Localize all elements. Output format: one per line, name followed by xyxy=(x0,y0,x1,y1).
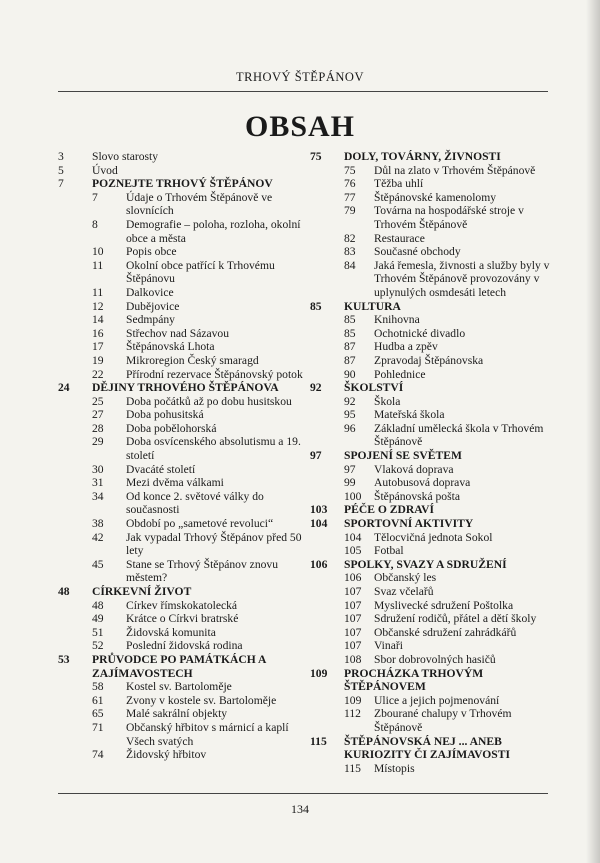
toc-entry-title: Sbor dobrovolných hasičů xyxy=(374,652,496,666)
toc-page-number: 24 xyxy=(58,381,70,395)
toc-entry xyxy=(310,422,555,449)
toc-page-number: 95 xyxy=(344,408,356,422)
toc-page-number: 105 xyxy=(344,544,362,558)
toc-entry-title: Štěpánovská Lhota xyxy=(126,340,215,354)
toc-entry-title: Škola xyxy=(374,394,401,408)
toc-entry xyxy=(310,340,555,354)
toc-page-number: 85 xyxy=(344,313,356,327)
toc-page-number: 107 xyxy=(344,625,362,639)
toc-entry-title: Továrna na hospodářské stroje v Trhovém Štěpánově xyxy=(374,204,524,231)
toc-entry-title: Židovský hřbitov xyxy=(126,748,207,762)
toc-entry-title: Slovo starosty xyxy=(92,150,159,163)
toc-entry xyxy=(58,354,303,368)
toc-entry xyxy=(58,612,303,626)
toc-entry xyxy=(58,286,303,300)
toc-page-number: 106 xyxy=(344,571,362,585)
toc-page-number: 34 xyxy=(92,489,104,503)
toc-entry xyxy=(310,626,555,640)
toc-entry xyxy=(58,259,303,286)
toc-entry xyxy=(58,748,303,762)
toc-page-number: 27 xyxy=(92,408,104,422)
toc-entry xyxy=(310,558,555,572)
toc-entry-title: Jak vypadal Trhový Štěpánov před 50 lety xyxy=(126,530,302,558)
toc-entry-title: DOLY, TOVÁRNY, ŽIVNOSTI xyxy=(344,150,501,163)
toc-entry-title: Od konce 2. světové války do současnosti xyxy=(126,489,264,517)
toc-page-number: 48 xyxy=(92,598,104,612)
toc-entry xyxy=(310,517,555,531)
toc-entry xyxy=(310,191,555,205)
toc-entry xyxy=(58,218,303,245)
toc-entry xyxy=(58,694,303,708)
toc-left-column xyxy=(58,150,303,762)
toc-page-number: 10 xyxy=(92,245,104,259)
toc-entry-title: Autobusová doprava xyxy=(374,476,471,490)
toc-entry xyxy=(58,707,303,721)
toc-entry xyxy=(310,639,555,653)
toc-page-number: 99 xyxy=(344,476,356,490)
toc-entry xyxy=(58,680,303,694)
toc-entry-title: KULTURA xyxy=(344,299,401,313)
toc-page-number: 87 xyxy=(344,340,356,354)
toc-page-number: 115 xyxy=(310,734,327,748)
toc-page-number: 100 xyxy=(344,489,362,503)
toc-page-number: 107 xyxy=(344,598,362,612)
toc-entry-title: Střechov nad Sázavou xyxy=(126,326,230,340)
toc-page-number: 65 xyxy=(92,707,104,721)
toc-entry xyxy=(58,368,303,382)
toc-entry xyxy=(310,694,555,708)
toc-entry xyxy=(58,177,303,191)
toc-entry xyxy=(58,531,303,558)
toc-entry-title: Kostel sv. Bartoloměje xyxy=(126,680,232,694)
toc-entry xyxy=(310,395,555,409)
toc-entry xyxy=(310,313,555,327)
toc-page-number: 79 xyxy=(344,204,356,218)
toc-entry xyxy=(310,164,555,178)
toc-entry-title: Občanský les xyxy=(374,571,437,585)
toc-entry xyxy=(310,177,555,191)
toc-page-number: 74 xyxy=(92,748,104,762)
toc-page-number: 71 xyxy=(92,720,104,734)
toc-entry-title: Okolní obce patřící k Trhovému Štěpánovu xyxy=(126,258,275,286)
toc-entry-title: Restaurace xyxy=(374,231,425,245)
toc-entry xyxy=(310,653,555,667)
toc-entry xyxy=(310,585,555,599)
page-number: 134 xyxy=(291,802,309,816)
toc-page-number: 90 xyxy=(344,367,356,381)
toc-page-number: 31 xyxy=(92,476,104,490)
toc-page-number: 104 xyxy=(310,517,328,531)
toc-entry xyxy=(310,245,555,259)
toc-entry xyxy=(58,300,303,314)
toc-entry-title: Vinaři xyxy=(374,639,403,653)
toc-entry-title: Občanský hřbitov s márnicí a kaplí Všech svatých xyxy=(126,720,289,748)
toc-page-number: 87 xyxy=(344,353,356,367)
toc-entry xyxy=(58,463,303,477)
toc-page-number: 16 xyxy=(92,326,104,340)
toc-entry xyxy=(58,558,303,585)
toc-page-number: 58 xyxy=(92,680,104,694)
toc-entry xyxy=(310,503,555,517)
toc-page-number: 51 xyxy=(92,625,104,639)
toc-entry-title: Vlaková doprava xyxy=(374,462,454,476)
toc-page-number: 48 xyxy=(58,585,70,598)
toc-entry-title: Zbourané chalupy v Trhovém Štěpánově xyxy=(374,707,512,734)
toc-entry-title: Demografie – poloha, rozloha, okolní obce a města xyxy=(126,217,301,245)
toc-entry-title: PÉČE O ZDRAVÍ xyxy=(344,503,434,517)
toc-entry xyxy=(58,245,303,259)
toc-entry xyxy=(58,164,303,178)
toc-right-column xyxy=(310,150,555,775)
toc-entry xyxy=(58,721,303,748)
toc-entry-title: Mikroregion Český smaragd xyxy=(126,353,259,367)
toc-entry xyxy=(310,204,555,231)
toc-entry xyxy=(310,232,555,246)
toc-entry-title: Přírodní rezervace Štěpánovský potok xyxy=(126,367,303,381)
toc-page-number: 104 xyxy=(344,530,362,544)
toc-entry xyxy=(58,340,303,354)
toc-entry-title: Zvony v kostele sv. Bartoloměje xyxy=(126,693,277,707)
toc-entry-title: Mezi dvěma válkami xyxy=(126,476,224,490)
toc-page-number: 8 xyxy=(92,217,98,231)
toc-entry-title: Základní umělecká škola v Trhovém Štěpánově xyxy=(374,421,544,449)
toc-entry-title: Krátce o Církvi bratrské xyxy=(126,612,239,626)
toc-entry-title: Doba počátků až po dobu husitskou xyxy=(126,394,292,408)
toc-page-number: 96 xyxy=(344,421,356,435)
toc-page-number: 30 xyxy=(92,462,104,476)
toc-page-number: 77 xyxy=(344,190,356,204)
toc-page-number: 85 xyxy=(310,299,322,313)
toc-page-number: 109 xyxy=(344,693,362,707)
toc-entry-title: SPOLKY, SVAZY A SDRUŽENÍ xyxy=(344,557,507,571)
toc-page-number: 107 xyxy=(344,639,362,653)
toc-entry xyxy=(310,381,555,395)
toc-page-number: 92 xyxy=(344,394,356,408)
toc-entry-title: Fotbal xyxy=(374,544,404,558)
toc-page-number: 53 xyxy=(58,652,70,666)
toc-entry xyxy=(58,191,303,218)
toc-entry-title: Současné obchody xyxy=(374,245,461,259)
toc-entry xyxy=(310,300,555,314)
toc-page-number: 103 xyxy=(310,503,328,517)
footer-rule xyxy=(58,793,548,794)
toc-entry-title: Jaká řemesla, živnosti a služby byly v Trhovém Štěpánově provozovány v uplynulých osmdesáti letech xyxy=(374,258,550,299)
toc-page-number: 22 xyxy=(92,367,104,381)
page-title: OBSAH xyxy=(244,110,356,143)
toc-entry-title: Hudba a zpěv xyxy=(374,340,438,354)
toc-entry-title: Důl na zlato v Trhovém Štěpánově xyxy=(374,163,536,177)
toc-entry-title: Popis obce xyxy=(126,245,177,259)
toc-page-number: 106 xyxy=(310,557,328,571)
toc-entry-title: SPORTOVNÍ AKTIVITY xyxy=(344,517,474,531)
toc-entry xyxy=(58,653,303,680)
toc-entry xyxy=(310,735,555,762)
toc-page-number: 49 xyxy=(92,612,104,626)
toc-entry-title: Stane se Trhový Štěpánov znovu městem? xyxy=(126,557,279,585)
toc-entry xyxy=(58,476,303,490)
toc-entry-title: Malé sakrální objekty xyxy=(126,707,228,721)
toc-page-number: 115 xyxy=(344,761,361,775)
toc-entry xyxy=(310,531,555,545)
toc-entry xyxy=(310,612,555,626)
toc-page-number: 107 xyxy=(344,612,362,626)
toc-entry-title: Mateřská škola xyxy=(374,408,445,422)
toc-page-number: 17 xyxy=(92,340,104,354)
toc-entry-title: PRŮVODCE PO PAMÁTKÁCH A ZAJÍMAVOSTECH xyxy=(92,652,266,680)
toc-entry xyxy=(310,544,555,558)
toc-page-number: 109 xyxy=(310,666,328,680)
toc-entry xyxy=(58,599,303,613)
toc-entry xyxy=(58,435,303,462)
toc-page-number: 84 xyxy=(344,258,356,272)
toc-entry xyxy=(58,517,303,531)
toc-page-number: 92 xyxy=(310,381,322,395)
toc-entry xyxy=(58,639,303,653)
toc-entry xyxy=(58,422,303,436)
toc-entry xyxy=(58,381,303,395)
toc-entry xyxy=(310,599,555,613)
toc-entry-title: Pohlednice xyxy=(374,367,426,381)
toc-page-number: 108 xyxy=(344,652,362,666)
toc-entry-title: Občanské sdružení zahrádkářů xyxy=(374,625,517,639)
toc-entry-title: Místopis xyxy=(374,761,415,775)
toc-entry-title: Štěpánovská pošta xyxy=(374,489,460,503)
toc-entry-title: Ulice a jejich pojmenování xyxy=(374,693,500,707)
toc-entry-title: Dubějovice xyxy=(126,299,180,313)
toc-page-number: 85 xyxy=(344,326,356,340)
toc-page-number: 25 xyxy=(92,394,104,408)
toc-entry xyxy=(310,463,555,477)
toc-page-number: 61 xyxy=(92,693,104,707)
toc-entry xyxy=(310,571,555,585)
toc-page-number: 7 xyxy=(92,190,98,204)
toc-page-number: 76 xyxy=(344,177,356,191)
toc-entry-title: PROCHÁZKA TRHOVÝM ŠTĚPÁNOVEM xyxy=(344,666,484,694)
toc-entry-title: Štěpánovské kamenolomy xyxy=(374,190,497,204)
toc-entry xyxy=(310,354,555,368)
toc-page-number: 52 xyxy=(92,639,104,653)
toc-entry xyxy=(58,150,303,164)
toc-entry-title: Údaje o Trhovém Štěpánově ve slovnících xyxy=(126,190,273,218)
toc-entry-title: Ochotnické divadlo xyxy=(374,326,466,340)
toc-entry xyxy=(310,667,555,694)
toc-page-number: 75 xyxy=(344,163,356,177)
toc-entry xyxy=(310,490,555,504)
toc-entry-title: Knihovna xyxy=(374,313,420,327)
toc-page-number: 12 xyxy=(92,299,104,313)
toc-entry-title: Doba pohusitská xyxy=(126,408,204,422)
toc-page-number: 5 xyxy=(58,163,64,177)
toc-entry-title: SPOJENÍ SE SVĚTEM xyxy=(344,449,462,463)
toc-entry-title: Období po „sametové revoluci“ xyxy=(126,517,274,531)
toc-entry-title: DĚJINY TRHOVÉHO ŠTĚPÁNOVA xyxy=(92,381,279,395)
toc-entry-title: Myslivecké sdružení Poštolka xyxy=(374,598,514,612)
toc-entry xyxy=(310,327,555,341)
toc-entry xyxy=(58,313,303,327)
toc-page-number: 97 xyxy=(344,462,356,476)
toc-entry-title: Židovská komunita xyxy=(126,625,216,639)
toc-page-number: 82 xyxy=(344,231,356,245)
toc-entry-title: Svaz včelařů xyxy=(374,585,434,598)
toc-page-number: 97 xyxy=(310,449,322,463)
toc-entry-title: POZNEJTE TRHOVÝ ŠTĚPÁNOV xyxy=(92,177,273,191)
toc-entry-title: CÍRKEVNÍ ŽIVOT xyxy=(92,585,192,598)
toc-page-number: 19 xyxy=(92,353,104,367)
toc-page-number: 45 xyxy=(92,557,104,571)
toc-entry xyxy=(310,150,555,164)
toc-page-number: 75 xyxy=(310,150,322,163)
toc-page-number: 14 xyxy=(92,313,104,327)
toc-entry xyxy=(58,585,303,599)
toc-page-number: 38 xyxy=(92,517,104,531)
toc-entry-title: Doba osvícenského absolutismu a 19. století xyxy=(126,435,301,463)
toc-entry-title: Dalkovice xyxy=(126,285,174,299)
toc-entry xyxy=(310,476,555,490)
toc-entry-title: Sedmpány xyxy=(126,313,175,327)
toc-entry-title: Tělocvičná jednota Sokol xyxy=(374,530,493,544)
toc-page-number: 112 xyxy=(344,707,361,721)
toc-page-number: 11 xyxy=(92,258,104,272)
toc-entry-title: Poslední židovská rodina xyxy=(126,639,243,653)
toc-entry-title: Sdružení rodičů, přátel a dětí školy xyxy=(374,612,537,626)
toc-entry xyxy=(58,327,303,341)
toc-entry xyxy=(310,762,555,776)
toc-page-number: 7 xyxy=(58,177,64,191)
toc-entry-title: Zpravodaj Štěpánovska xyxy=(374,353,484,367)
toc-page-number: 83 xyxy=(344,245,356,259)
toc-entry xyxy=(310,449,555,463)
toc-entry-title: Dvacáté století xyxy=(126,462,196,476)
toc-page-number: 42 xyxy=(92,530,104,544)
toc-entry xyxy=(310,408,555,422)
toc-entry-title: Církev římskokatolecká xyxy=(126,598,238,612)
toc-entry xyxy=(58,408,303,422)
toc-entry-title: Úvod xyxy=(92,163,118,177)
toc-entry xyxy=(58,395,303,409)
toc-entry-title: Doba pobělohorská xyxy=(126,421,217,435)
toc-entry-title: Těžba uhlí xyxy=(374,177,424,191)
toc-entry-title: ŠTĚPÁNOVSKÁ NEJ ... ANEB KURIOZITY ČI ZAJÍMAVOSTI xyxy=(344,734,510,762)
toc-page-number: 11 xyxy=(92,285,104,299)
toc-entry-title: ŠKOLSTVÍ xyxy=(344,381,404,395)
toc-page-number: 107 xyxy=(344,585,362,598)
toc-entry xyxy=(310,368,555,382)
toc-entry xyxy=(58,490,303,517)
toc-page-number: 28 xyxy=(92,421,104,435)
toc-page-number: 3 xyxy=(58,150,64,163)
header-rule xyxy=(58,91,548,92)
toc-entry xyxy=(58,626,303,640)
toc-entry xyxy=(310,259,555,300)
running-head: TRHOVÝ ŠTĚPÁNOV xyxy=(236,70,364,84)
toc-entry xyxy=(310,707,555,734)
toc-page-number: 29 xyxy=(92,435,104,449)
